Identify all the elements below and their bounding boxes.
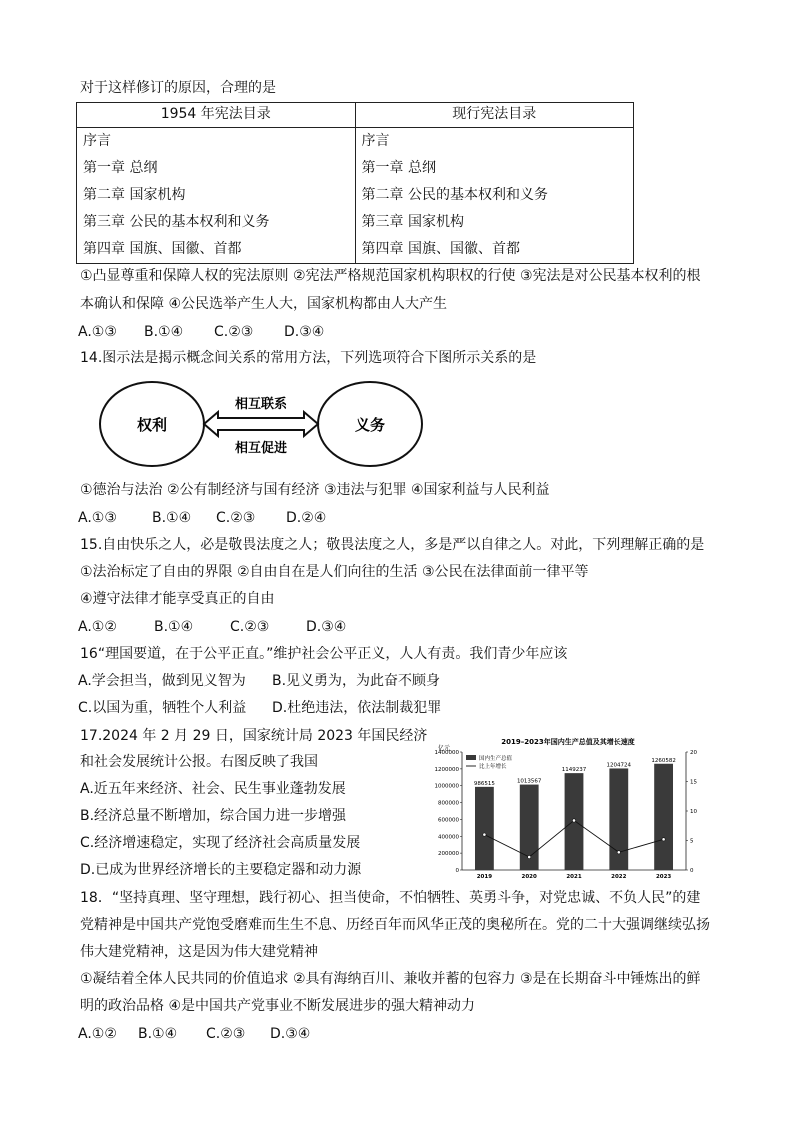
rights-duties-diagram (96, 378, 426, 470)
q17-stem-1: 17.2024 年 2 月 29 日，国家统计局 2023 年国民经济 (80, 728, 428, 744)
q18-option-d: D.③④ (270, 1026, 311, 1042)
y2-tick-label: 15 (690, 779, 697, 786)
growth-point (617, 851, 620, 854)
q15-statements-1: ①法治标定了自由的界限 ②自由自在是人们向往的生活 ③公民在法律面前一律平等 (80, 564, 589, 580)
q13-option-a: A.①③ (78, 324, 117, 340)
q13-statements-1: ①凸显尊重和保障人权的宪法原则 ②宪法严格规范国家机构职权的行使 ③宪法是对公民基本权利的根 (80, 268, 701, 284)
x-tick-label: 2019 (476, 874, 493, 880)
growth-point (662, 838, 665, 841)
relation-top-label: 相互联系 (234, 397, 288, 412)
y-tick-label: 800000 (438, 800, 459, 807)
q15-statements-2: ④遵守法律才能享受真正的自由 (80, 591, 275, 607)
growth-point (572, 819, 575, 822)
q14-statements: ①德治与法治 ②公有制经济与国有经济 ③违法与犯罪 ④国家利益与人民利益 (80, 482, 550, 498)
q18-option-a: A.①② (78, 1026, 117, 1042)
x-tick-label: 2023 (655, 874, 672, 880)
table-cell: 序言 (361, 133, 390, 149)
table-cell: 第一章 总纲 (83, 160, 158, 176)
q17-option-c: C.经济增速稳定，实现了经济社会高质量发展 (80, 835, 361, 851)
table-header-1954: 1954 年宪法目录 (77, 103, 356, 128)
x-tick-label: 2020 (521, 874, 537, 880)
rights-label: 权利 (136, 416, 168, 434)
growth-point (483, 833, 486, 836)
y-tick-label: 1000000 (434, 783, 459, 790)
y-tick-label: 400000 (438, 834, 459, 841)
y-tick-label: 1200000 (434, 766, 459, 773)
q13-statements-2: 本确认和保障 ④公民选举产生人大，国家机构都由人大产生 (80, 296, 447, 312)
x-tick-label: 2021 (566, 874, 582, 880)
q15-option-b: B.①④ (154, 619, 194, 635)
double-arrow (204, 412, 318, 436)
q18-line-4: ①凝结着全体人民共同的价值追求 ②具有海纳百川、兼收并蓄的包容力 ③是在长期奋斗中锤炼出的鲜 (80, 971, 701, 987)
y2-tick-label: 0 (690, 868, 694, 874)
q16-option-c: C.以国为重，牺牲个人利益 (78, 700, 247, 716)
gdp-bar (654, 764, 673, 870)
q15-stem: 15.自由快乐之人，必是敬畏法度之人；敬畏法度之人，多是严以自律之人。对此，下列理解正确的是 (80, 537, 705, 553)
table-cell: 第三章 国家机构 (361, 214, 464, 230)
table-cell: 序言 (83, 133, 111, 149)
table-cell: 第四章 国旗、国徽、首都 (83, 241, 242, 257)
q15-option-c: C.②③ (230, 619, 270, 635)
legend-swatch-gdp (466, 755, 476, 760)
table-cell: 第一章 总纲 (361, 160, 436, 176)
gdp-bar (609, 768, 628, 870)
table-cell: 第四章 国旗、国徽、首都 (361, 241, 520, 257)
table-col-current (355, 128, 634, 264)
q18-option-c: C.②③ (206, 1026, 246, 1042)
q16-option-a: A.学会担当，做到见义智为 (78, 673, 246, 689)
q18-option-b: B.①④ (138, 1026, 178, 1042)
q14-option-d: D.②④ (286, 510, 327, 526)
legend-label-growth: 比上年增长 (479, 764, 507, 770)
q18-line-3: 伟大建党精神，这是因为伟大建党精神 (80, 944, 318, 960)
growth-point (528, 855, 531, 858)
bar-data-label: 986515 (473, 780, 495, 787)
bar-data-label: 1149237 (561, 767, 587, 774)
gdp-bar (475, 787, 494, 870)
q18-line-5: 明的政治品格 ④是中国共产党事业不断发展进步的强大精神动力 (80, 998, 475, 1014)
q17-option-d: D.已成为世界经济增长的主要稳定器和动力源 (80, 862, 362, 878)
q14-stem: 14.图示法是揭示概念间关系的常用方法，下列选项符合下图所示关系的是 (80, 350, 537, 366)
y2-tick-label: 20 (690, 750, 697, 756)
legend-label-gdp: 国内生产总值 (479, 756, 513, 762)
chart-title: 2019–2023年国内生产总值及其增长速度 (501, 738, 635, 746)
q18-line-2: 党精神是中国共产党饱受磨难而生生不息、历经百年而风华正茂的奥秘所在。党的二十大强调继续弘扬 (80, 917, 710, 933)
table-col-1954 (77, 128, 356, 264)
q17-option-b: B.经济总量不断增加，综合国力进一步增强 (80, 808, 347, 824)
q13-intro: 对于这样修订的原因，合理的是 (80, 80, 276, 96)
q14-option-c: C.②③ (216, 510, 256, 526)
x-tick-label: 2022 (611, 874, 627, 880)
bar-data-label: 1204724 (606, 762, 632, 769)
q16-option-b: B.见义勇为，为此奋不顾身 (272, 673, 441, 689)
q15-option-d: D.③④ (306, 619, 347, 635)
table-cell: 第二章 国家机构 (83, 187, 186, 203)
duties-label: 义务 (354, 416, 386, 434)
q14-option-b: B.①④ (152, 510, 192, 526)
y-tick-label: 1400000 (434, 750, 459, 756)
table-cell: 第二章 公民的基本权利和义务 (361, 187, 548, 203)
constitution-comparison-table (76, 102, 634, 264)
bar-data-label: 1013567 (516, 778, 542, 785)
bar-data-label: 1260582 (651, 757, 676, 764)
y2-tick-label: 5 (690, 838, 694, 845)
q18-line-1: 18．“坚持真理、坚守理想，践行初心、担当使命，不怕牺牲、英勇斗争，对党忠诚、不负人民”的建 (80, 890, 701, 906)
q13-option-b: B.①④ (144, 324, 184, 340)
q13-option-d: D.③④ (284, 324, 325, 340)
q17-stem-2: 和社会发展统计公报。右图反映了我国 (80, 754, 318, 770)
table-header-current: 现行宪法目录 (355, 103, 634, 128)
y-tick-label: 600000 (438, 817, 459, 824)
q16-stem: 16“理国要道，在于公平正直。”维护社会公平正义，人人有责。我们青少年应该 (80, 646, 568, 662)
q17-option-a: A.近五年来经济、社会、民生事业蓬勃发展 (80, 781, 346, 797)
q13-option-c: C.②③ (214, 324, 254, 340)
chart-ylabel: 亿元 (437, 745, 451, 752)
y-tick-label: 0 (455, 868, 459, 874)
q16-option-d: D.杜绝违法，依法制裁犯罪 (272, 700, 442, 716)
y2-tick-label: 10 (690, 809, 697, 815)
gdp-chart (418, 734, 718, 884)
q14-option-a: A.①③ (78, 510, 117, 526)
q15-option-a: A.①② (78, 619, 117, 635)
y-tick-label: 200000 (438, 851, 459, 858)
table-cell: 第三章 公民的基本权利和义务 (83, 214, 270, 230)
relation-bottom-label: 相互促进 (234, 441, 288, 456)
